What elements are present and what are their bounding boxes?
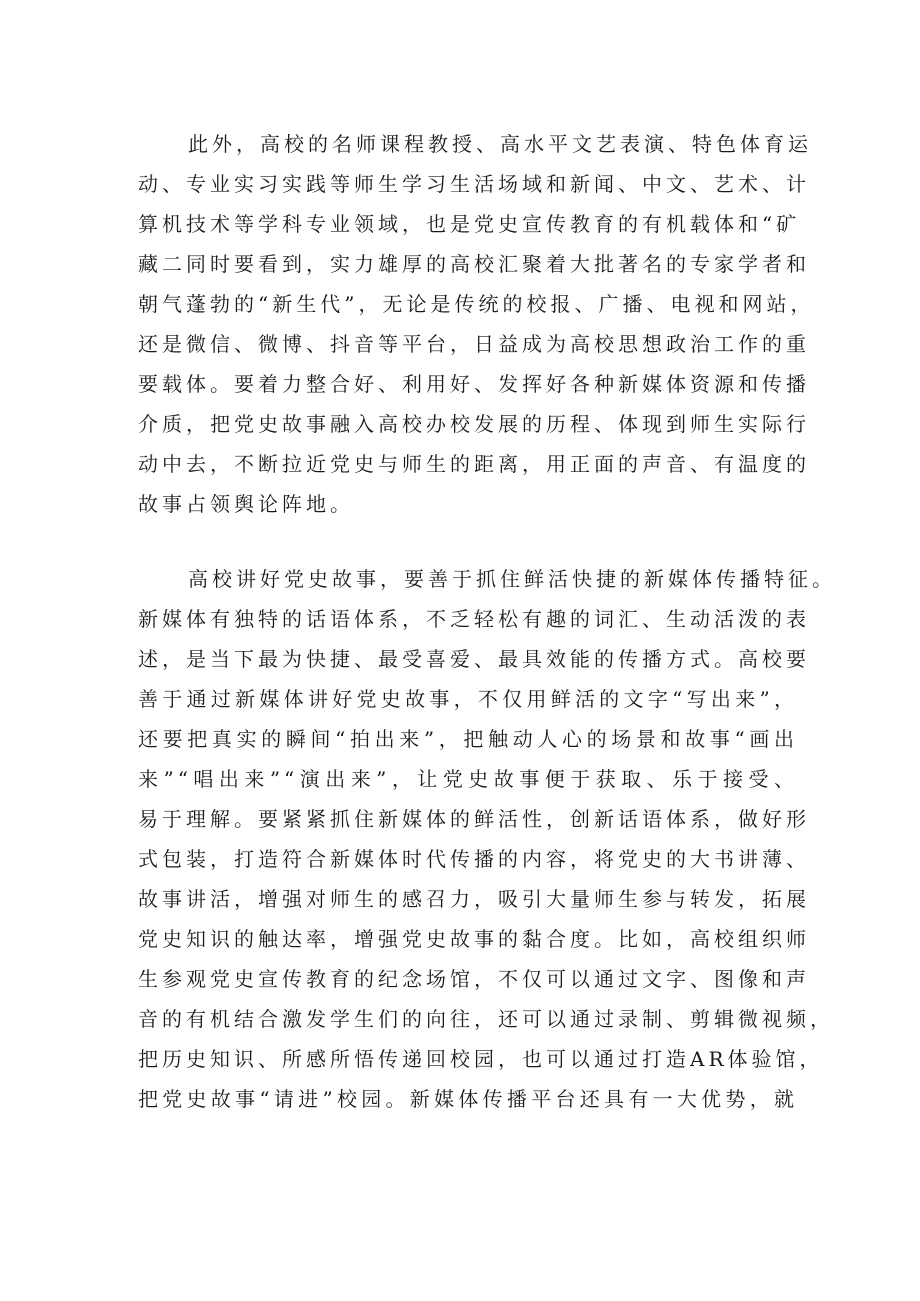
paragraph-line: 介质，把党史故事融入高校办校发展的历程、体现到师生实际行 xyxy=(138,412,810,436)
paragraph-line: 党史知识的触达率，增强党史故事的黏合度。比如，高校组织师 xyxy=(138,927,810,951)
paragraph-line: 高校讲好党史故事，要善于抓住鲜活快捷的新媒体传播特征。 xyxy=(188,567,836,591)
paragraph-line: 藏二同时要看到，实力雄厚的高校汇聚着大批著名的专家学者和 xyxy=(138,252,810,276)
paragraph-line: 把历史知识、所感所悟传递回校园，也可以通过打造AR体验馆， xyxy=(138,1047,824,1071)
paragraph-line: 动、专业实习实践等师生学习生活场域和新闻、中文、艺术、计 xyxy=(138,172,810,196)
paragraph-line: 易于理解。要紧紧抓住新媒体的鲜活性，创新话语体系，做好形 xyxy=(138,807,810,831)
paragraph-line: 新媒体有独特的话语体系，不乏轻松有趣的词汇、生动活泼的表 xyxy=(138,607,810,631)
paragraph-line: 要载体。要着力整合好、利用好、发挥好各种新媒体资源和传播 xyxy=(138,372,810,396)
paragraph-line: 动中去，不断拉近党史与师生的距离，用正面的声音、有温度的 xyxy=(138,452,810,476)
paragraph-line: 故事讲活，增强对师生的感召力，吸引大量师生参与转发，拓展 xyxy=(138,887,810,911)
paragraph-line: 故事占领舆论阵地。 xyxy=(138,492,354,516)
paragraph-line: 生参观党史宣传教育的纪念场馆，不仅可以通过文字、图像和声 xyxy=(138,967,810,991)
paragraph-line: 算机技术等学科专业领域，也是党史宣传教育的有机载体和“矿 xyxy=(138,212,801,236)
paragraph-line: 朝气蓬勃的“新生代”，无论是传统的校报、广播、电视和网站， xyxy=(138,292,815,316)
paragraph-line: 述，是当下最为快捷、最受喜爱、最具效能的传播方式。高校要 xyxy=(138,647,810,671)
paragraph-line: 还是微信、微博、抖音等平台，日益成为高校思想政治工作的重 xyxy=(138,332,810,356)
paragraph-line: 音的有机结合激发学生们的向往，还可以通过录制、剪辑微视频， xyxy=(138,1007,834,1031)
paragraph-1 xyxy=(138,124,815,524)
paragraph-line: 把党史故事“请进”校园。新媒体传播平台还具有一大优势，就 xyxy=(138,1087,798,1111)
paragraph-line: 还要把真实的瞬间“拍出来”，把触动人心的场景和故事“画出 xyxy=(138,727,798,751)
paragraph-line: 善于通过新媒体讲好党史故事，不仅用鲜活的文字“写出来”， xyxy=(138,687,798,711)
paragraph-line: 来”“唱出来”“演出来”，让党史故事便于获取、乐于接受、 xyxy=(138,767,798,791)
paragraph-line: 式包装，打造符合新媒体时代传播的内容，将党史的大书讲薄、 xyxy=(138,847,810,871)
paragraph-line: 此外，高校的名师课程教授、高水平文艺表演、特色体育运 xyxy=(188,132,812,156)
paragraph-2 xyxy=(138,559,836,1119)
